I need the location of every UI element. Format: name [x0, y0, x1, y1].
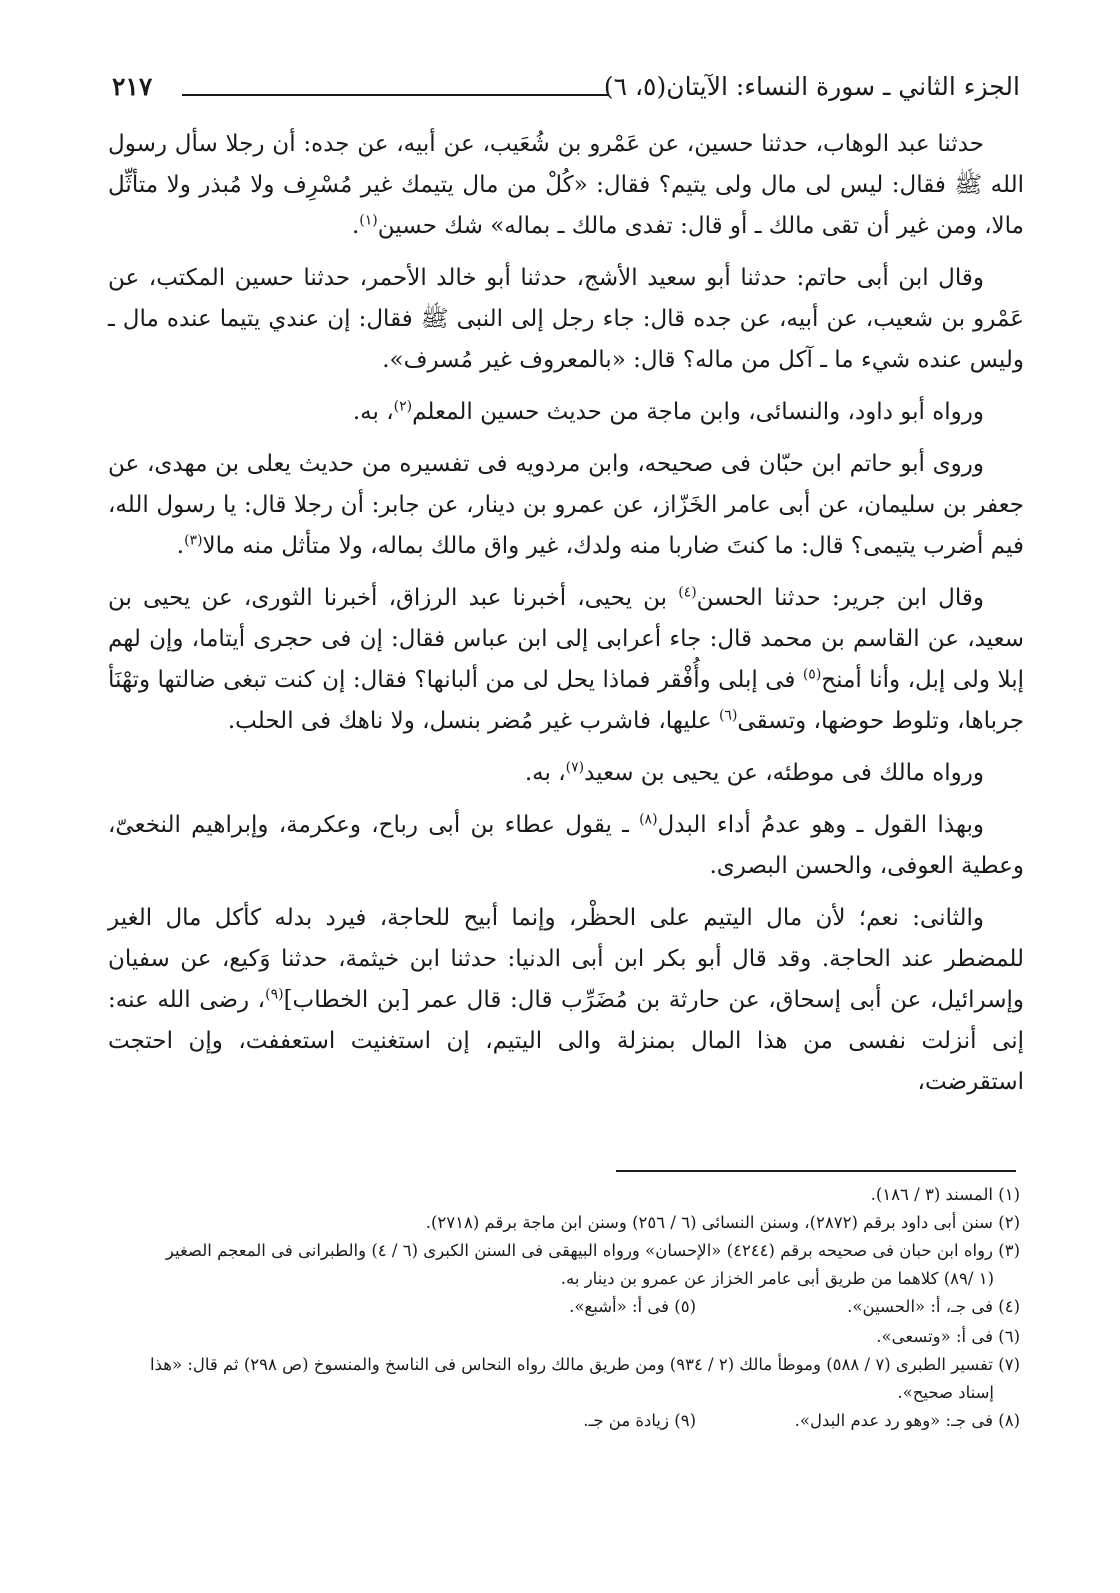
footnote-row [108, 1408, 1024, 1436]
footnote: (٤) فى جـ، أ: «الحسين». [847, 1297, 1020, 1316]
paragraph: ورواه مالك فى موطئه، عن يحيى بن سعيد$^{(٧)}$، به. [524, 759, 984, 786]
main-text [108, 124, 1024, 1114]
footnotes [108, 1182, 1024, 1438]
header-title: الجزء الثاني ـ سورة النساء: الآيتان(٥، ٦) [603, 72, 1020, 101]
footnote-continuation: إسناد صحيح». [897, 1383, 994, 1402]
footnote: (٧) تفسير الطبرى (٧ / ٥٨٨) وموطأ مالك (٢ / ٩٣٤) ومن طريق مالك رواه النحاس فى الناسخ والمنسوخ (ص ٢٩٨) ثم قال: «هذا [150, 1355, 1020, 1374]
footnote-continuation: (١ /٨٩) كلاهما من طريق أبى عامر الخزاز عن عمرو بن دينار به. [560, 1269, 994, 1288]
page-number: ٢١٧ [112, 72, 153, 101]
paragraph: وقال ابن جرير: حدثنا الحسن$^{(٤)}$ بن يحيى، أخبرنا عبد الرزاق، أخبرنا الثورى، عن يحيى بن سعيد، عن القاسم بن محمد قال: جاء أعرابى إلى ابن عباس فقال: إن فى حجرى أيتاما، وإن لهم إبلا ولى إبل، وأنا أمنح$^{(٥)}$ فى إبلى وأُفْقر فماذا يحل لى من ألبانها؟ فقال: إن كنت تبغى ضالتها وتهْنَأ جرباها، وتلوط حوضها، وتسقى$^{(٦)}$ عليها، فاشرب غير مُضر بنسل، ولا ناهك فى الحلب. [108, 584, 1024, 734]
footnote: (٨) فى جـ: «وهو رد عدم البدل». [794, 1411, 1020, 1430]
paragraph: وقال ابن أبى حاتم: حدثنا أبو سعيد الأشج، حدثنا أبو خالد الأحمر، حدثنا حسين المكتب، عن عَمْرو بن شعيب، عن أبيه، عن جده قال: جاء رجل إلى النبى ﷺ فقال: إن عندي يتيما عنده مال ـ وليس عنده شيء ما ـ آكل من ماله؟ قال: «بالمعروف غير مُسرف». [108, 265, 1024, 373]
header-rule [182, 94, 608, 96]
running-header [112, 72, 1020, 108]
footnote: (٢) سنن أبى داود برقم (٢٨٧٢)، وسنن النسائى (٦ / ٢٥٦) وسنن ابن ماجة برقم (٢٧١٨). [425, 1213, 1020, 1232]
paragraph: وروى أبو حاتم ابن حبّان فى صحيحه، وابن مردويه فى تفسيره من حديث يعلى بن مهدى، عن جعفر بن سليمان، عن أبى عامر الخَزّاز، عن عمرو بن دينار، عن جابر: أن رجلا قال: يا رسول الله، فيم أضرب يتيمى؟ قال: ما كنتَ ضاربا منه ولدك، غير واق مالك بماله، ولا متأثل منه مالا$^{(٣)}$. [108, 451, 1024, 559]
footnote: (٥) فى أ: «أشبع». [569, 1297, 696, 1316]
footnote-row [108, 1294, 1024, 1322]
paragraph: والثانى: نعم؛ لأن مال اليتيم على الحظْر، وإنما أبيح للحاجة، فيرد بدله كأكل مال الغير للمضطر عند الحاجة. وقد قال أبو بكر ابن أبى الدنيا: حدثنا ابن خيثمة، حدثنا وَكيع، عن سفيان وإسرائيل، عن أبى إسحاق، عن حارثة بن مُضَرِّب قال: قال عمر [بن الخطاب]$^{(٩)}$، رضى الله عنه: إنى أنزلت نفسى من هذا المال بمنزلة والى اليتيم، إن استغنيت استعففت، وإن احتجت استقرضت، [108, 905, 1024, 1095]
footnote: (٣) رواه ابن حبان فى صحيحه برقم (٤٢٤٤) «الإحسان» ورواه البيهقى فى السنن الكبرى (٦ / ٤) والطبرانى فى المعجم الصغير [165, 1241, 1020, 1260]
footnote: (١) المسند (٣ / ١٨٦). [870, 1185, 1020, 1204]
paragraph: ورواه أبو داود، والنسائى، وابن ماجة من حديث حسين المعلم$^{(٢)}$، به. [352, 398, 984, 425]
paragraph: وبهذا القول ـ وهو عدمُ أداء البدل$^{(٨)}$ ـ يقول عطاء بن أبى رباح، وعكرمة، وإبراهيم النخعىّ، وعطية العوفى، والحسن البصرى. [108, 811, 1024, 879]
paragraph: حدثنا عبد الوهاب، حدثنا حسين، عن عَمْرو بن شُعَيب، عن أبيه، عن جده: أن رجلا سأل رسول الله ﷺ فقال: ليس لى مال ولى يتيم؟ فقال: «كُلْ من مال يتيمك غير مُسْرِف ولا مُبذر ولا متأثِّل مالا، ومن غير أن تقى مالك ـ أو قال: تفدى مالك ـ بماله» شك حسين$^{(١)}$. [108, 131, 1024, 239]
footnote: (٩) زيادة من جـ. [583, 1411, 696, 1430]
footnote-separator [616, 1170, 1016, 1172]
footnote: (٦) فى أ: «وتسعى». [876, 1327, 1020, 1346]
